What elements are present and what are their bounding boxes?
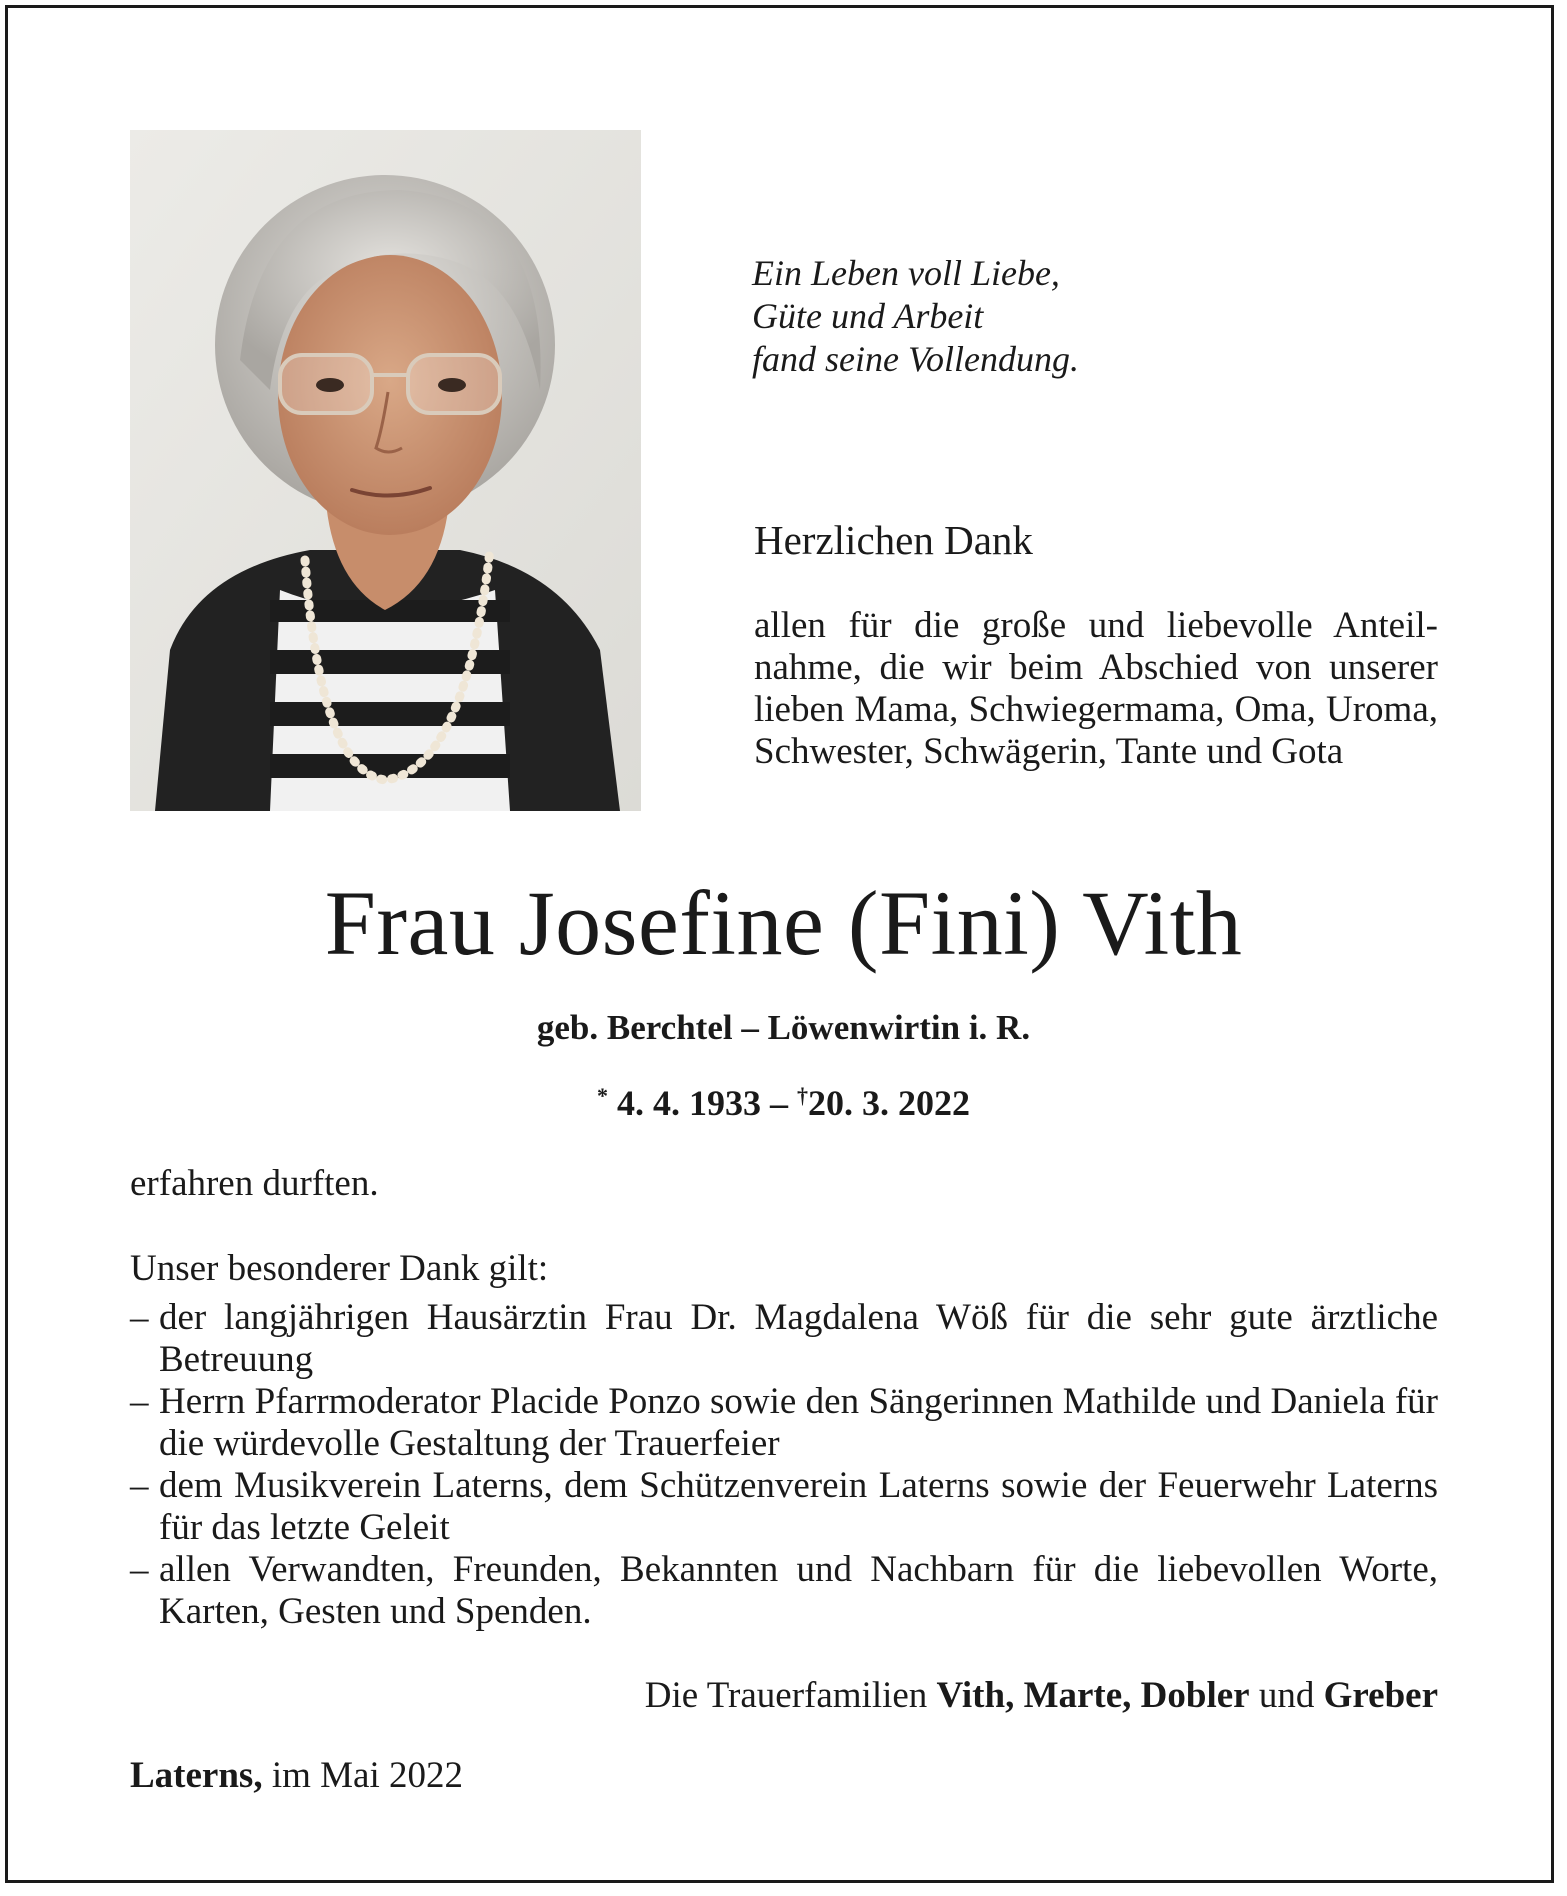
list-item-text: dem Musikverein Laterns, dem Schützenverein Laterns sowie der Feuerwehr Laterns für das letzte Geleit <box>159 1465 1438 1548</box>
life-dates <box>0 1075 1567 1124</box>
signature-prefix: Die Trauerfamilien <box>644 1675 928 1716</box>
list-item <box>130 1297 1438 1381</box>
quote-line: fand seine Vollendung. <box>752 339 1079 379</box>
list-dash: – <box>130 1297 149 1338</box>
birth-symbol: * <box>597 1083 608 1108</box>
family-name: Marte, <box>1023 1675 1132 1716</box>
list-dash: – <box>130 1465 149 1506</box>
list-dash: – <box>130 1549 149 1590</box>
list-item <box>130 1549 1438 1633</box>
portrait-photo <box>130 130 641 811</box>
signature-connector: und <box>1258 1675 1315 1716</box>
date-separator: – <box>770 1083 788 1123</box>
memorial-quote <box>752 252 1272 381</box>
family-name: Vith, <box>936 1675 1015 1716</box>
thanks-heading: Herzlichen Dank <box>754 517 1033 563</box>
list-item-text: Herrn Pfarrmoderator Placide Ponzo sowie den Sängerinnen Mathilde und Daniela für die würdevolle Gestaltung der Trauerfeier <box>159 1381 1438 1464</box>
special-thanks-list <box>130 1297 1438 1633</box>
list-item-text: der langjährigen Hausärztin Frau Dr. Magdalena Wöß für die sehr gute ärztliche Betreuung <box>159 1297 1438 1380</box>
death-date: 20. 3. 2022 <box>808 1083 970 1123</box>
birth-date: 4. 4. 1933 <box>617 1083 761 1123</box>
deceased-name: Frau Josefine (Fini) Vith <box>324 872 1243 974</box>
family-name: Dobler <box>1140 1675 1250 1716</box>
family-name: Greber <box>1323 1675 1438 1716</box>
special-thanks-heading: Unser besonderer Dank gilt: <box>130 1248 549 1289</box>
continuation-text: erfahren durften. <box>130 1163 379 1204</box>
list-item <box>130 1381 1438 1465</box>
place-town: Laterns, <box>130 1755 263 1796</box>
family-signature <box>645 1674 1438 1718</box>
thanks-intro-text: allen für die große und liebevolle Anteilnahme, die wir beim Abschied von unserer lieben Mama, Schwiegermama, Oma, Uroma, Schwester, Schwägerin, Tante und Gota <box>754 605 1438 772</box>
deceased-subtitle: geb. Berchtel – Löwenwirtin i. R. <box>536 1008 1031 1047</box>
list-dash: – <box>130 1381 149 1422</box>
death-symbol: † <box>797 1083 808 1108</box>
quote-line: Güte und Arbeit <box>752 296 984 336</box>
place-and-date <box>130 1754 463 1798</box>
quote-line: Ein Leben voll Liebe, <box>752 253 1060 293</box>
list-item-text: allen Verwandten, Freunden, Bekannten und Nachbarn für die liebevollen Worte, Karten, Gesten und Spenden. <box>159 1549 1438 1632</box>
list-item <box>130 1465 1438 1549</box>
place-date: im Mai 2022 <box>271 1755 463 1796</box>
